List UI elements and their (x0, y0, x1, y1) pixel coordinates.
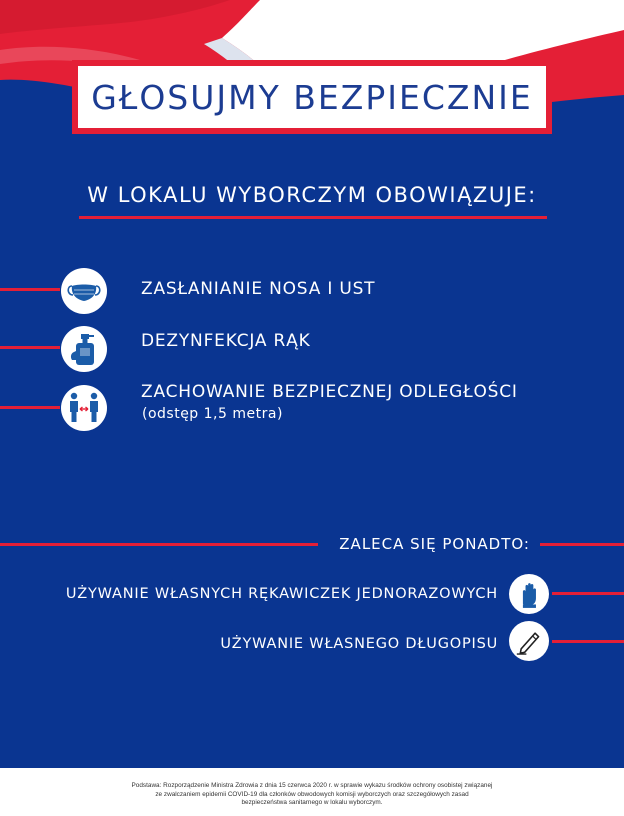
footer-line-1: Podstawa: Rozporządzenie Ministra Zdrowia z dnia 15 czerwca 2020 r. w sprawie wykazu środków ochrony osobistej związanej (131, 782, 493, 789)
footer (0, 768, 624, 816)
page-title: GŁOSUJMY BEZPIECZNIE (91, 77, 533, 117)
recommended-right-line (540, 543, 624, 546)
social-distance-icon (61, 385, 107, 431)
recommended-heading: ZALECA SIĘ PONADTO: (339, 535, 530, 553)
item-2-label: DEZYNFEKCJA RĄK (141, 331, 311, 351)
recommended-left-line (0, 543, 318, 546)
footer-line-3: bezpieczeństwa sanitarnego w lokalu wyborczym. (241, 799, 383, 807)
item-1-label: ZASŁANIANIE NOSA I UST (141, 279, 376, 299)
item-3-note: (odstęp 1,5 metra) (142, 406, 283, 422)
recommended-2-label: UŻYWANIE WŁASNEGO DŁUGOPISU (220, 636, 498, 652)
title-panel (78, 66, 546, 128)
item-1-divider-line (0, 288, 60, 291)
recommended-2-line (552, 640, 624, 643)
footer-line-2: ze zwalczaniem epidemii COVID-19 dla członków obwodowych komisji wyborczych oraz szczegółowych zasad (155, 790, 469, 798)
recommended-1-line (552, 592, 624, 595)
item-3-divider-line (0, 406, 60, 409)
footer-note (72, 782, 552, 808)
section-heading: W LOKALU WYBORCZYM OBOWIĄZUJE: (87, 183, 537, 207)
heading-underline (79, 216, 547, 219)
glove-icon (509, 574, 549, 614)
recommended-1-label: UŻYWANIE WŁASNYCH RĘKAWICZEK JEDNORAZOWYCH (65, 586, 498, 602)
item-3-label: ZACHOWANIE BEZPIECZNEJ ODLEGŁOŚCI (141, 382, 518, 402)
title-banner (72, 60, 552, 134)
sanitizer-bottle-icon (61, 326, 107, 372)
item-2-divider-line (0, 346, 60, 349)
pen-icon (509, 621, 549, 661)
face-mask-icon (61, 268, 107, 314)
